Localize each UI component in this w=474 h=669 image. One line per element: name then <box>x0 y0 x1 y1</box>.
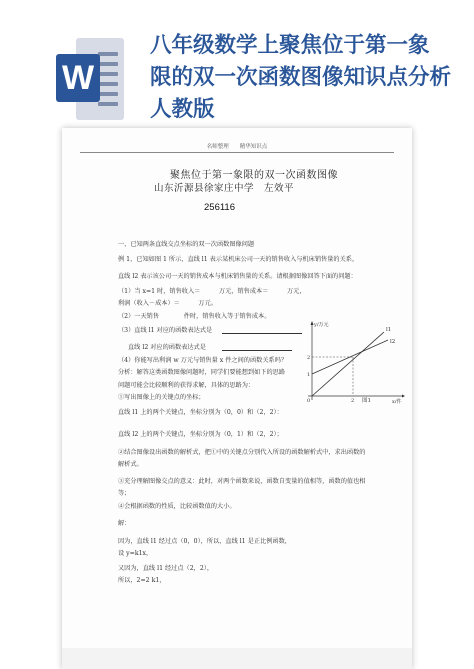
graph-label-l2: l2 <box>390 339 396 345</box>
text-line: （3）直线 l1 对应的函数表达式是 <box>118 327 213 334</box>
graph-caption: 图1 <box>362 398 371 404</box>
word-badge: W <box>56 54 100 102</box>
text-line: 利润（收入－成本）＝ 万元。 <box>118 300 217 307</box>
text-line: （1）当 x=1 时，销售收入＝ 万元，销售成本＝ 万元， <box>118 288 306 295</box>
text-line: 等； <box>118 490 131 497</box>
graph-x-label: x/件 <box>392 399 402 404</box>
text-line: 问题可能会比较顺利的获得求解，具体的思路为： <box>118 382 255 389</box>
document-title: 聚焦位于第一象限的双一次函数图像 <box>170 170 338 181</box>
text-line: 因为，直线 l1 经过点（0，0），所以，直线 l1 是正比例函数， <box>118 538 291 545</box>
text-line: 一、已知两条直线交点坐标的双一次函数图像问题 <box>118 241 255 248</box>
text-line: 解： <box>118 520 131 527</box>
text-line: ②结合图像设出函数的解析式，把①中的关键点分别代入所设的函数解析式中，求出函数的 <box>118 449 366 456</box>
answer-blank <box>222 333 302 334</box>
graph-tick-x2: 2 <box>351 398 355 404</box>
header-divider <box>80 152 394 153</box>
line-l1 <box>312 332 384 396</box>
document-subtitle: 山东沂源县徐家庄中学 左效平 <box>154 183 295 194</box>
text-line: 直线 l2 表示该公司一天的销售成本与机床销售量的关系。请根据图像回答下面的问题： <box>118 273 357 280</box>
graph-label-l1: l1 <box>386 327 392 333</box>
text-line: （4）你能写出利润 w 万元与销售量 x 件之间的函数关系吗？ <box>118 357 288 364</box>
text-line: 直线 l2 对应的函数表达式是 <box>128 344 206 351</box>
page-header: 名师整理 精华知识点 <box>206 144 268 150</box>
banner-title <box>150 30 472 126</box>
graph-origin: 0 <box>307 398 311 404</box>
document-page <box>62 128 412 669</box>
banner <box>0 0 474 128</box>
text-line: 直线 l2 上的两个关键点，坐标分别为（0，1）和（2，2）； <box>118 431 283 438</box>
text-line: 又因为，直线 l1 经过点（2，2）， <box>118 565 214 572</box>
text-line: 设 y=k1x， <box>118 550 153 557</box>
text-line: 直线 l1 上的两个关键点，坐标分别为（0，0）和（2，2）： <box>118 409 283 416</box>
word-document-icon <box>56 38 126 120</box>
text-line: ①写出图像上的关键点的坐标； <box>118 394 205 401</box>
text-line: 例 1、已知如图 1 所示，直线 l1 表示某机床公司一天的销售收入与机床销售量的关系， <box>118 256 359 263</box>
document-code: 256116 <box>204 202 235 213</box>
text-line: 所以，2=2 k1， <box>118 577 166 584</box>
answer-blank <box>222 350 292 351</box>
text-line: 解析式。 <box>118 461 143 468</box>
text-line: 分析：解答这类函数图像问题时，同学们要能想到如下的思路 <box>118 369 286 376</box>
page-footer-shadow <box>62 648 412 669</box>
graph-tick-y2: 2 <box>307 355 311 361</box>
graph-tick-y1: 1 <box>307 372 311 378</box>
text-line: （2）一天销售 件时，销售收入等于销售成本。 <box>118 313 271 320</box>
banner-title-line-2: 限的双一次函数图像知识点分析人教版 <box>150 65 452 122</box>
banner-title-line-1: 八年级数学上聚焦位于第一象 <box>150 33 430 58</box>
text-line: ③充分理解图像交点的意义：此时，对两个函数来说，函数自变量的值相等，函数的值也相 <box>118 478 366 485</box>
text-line: ④会根据函数的性质，比较函数值的大小。 <box>118 503 236 510</box>
graph-y-label: y/万元 <box>314 322 329 328</box>
function-graph <box>298 318 408 404</box>
